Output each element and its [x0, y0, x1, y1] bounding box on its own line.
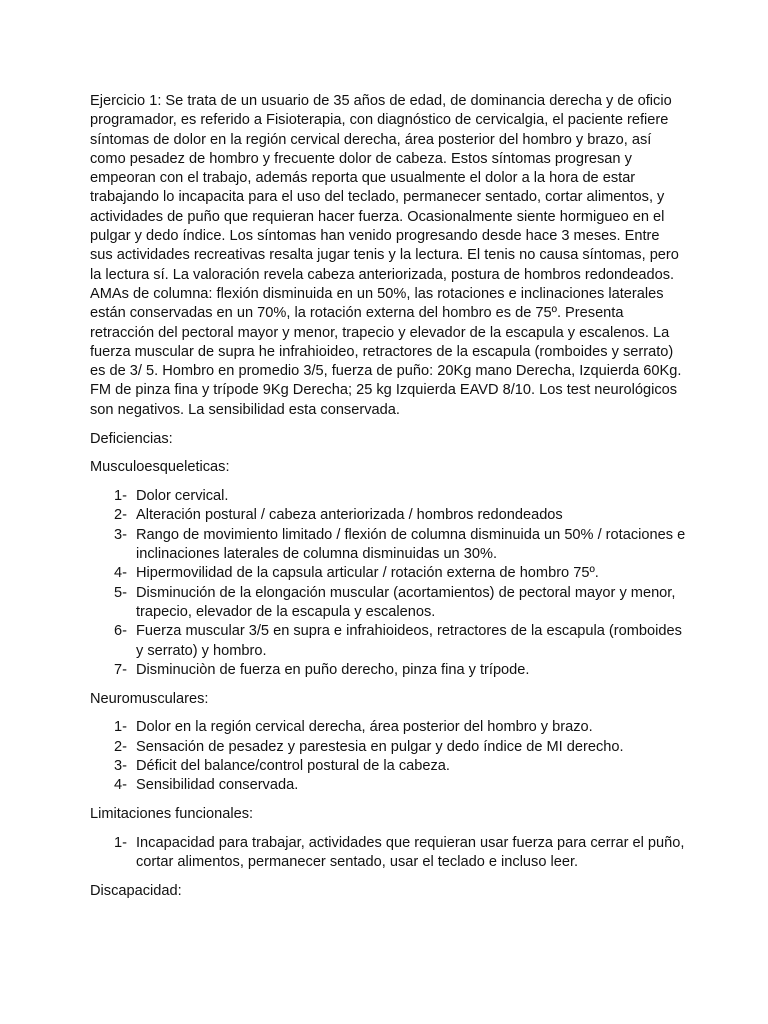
section-heading-neuromusculares: Neuromusculares:	[90, 690, 209, 707]
list-item	[90, 584, 686, 623]
list-number: 6-	[114, 623, 127, 640]
document-page	[90, 92, 686, 911]
list-number: 1-	[114, 834, 127, 851]
exercise-description: Ejercicio 1: Se trata de un usuario de 35 años de edad, de dominancia derecha y de oficio programador, es referido a Fisioterapia, con diagnóstico de cervicalgia, el paciente refiere síntomas de dolor en la región cervical derecha, área posterior del hombro y brazo, así como pesadez de hombro y frecuente dolor de cabeza. Estos síntomas progresan y empeoran con el trabajo, además reporta que usualmente el dolor a la hora de estar trabajando lo incapacita para el uso del teclado, permanecer sentado, cortar alimentos, y actividades de puño que requieran hacer fuerza. Ocasionalmente siente hormigueo en el pulgar y dedo índice. Los síntomas han venido progresando desde hace 3 meses. Entre sus actividades recreativas resalta jugar tenis y la lectura. El tenis no causa síntomas, pero la lectura sí. La valoración revela cabeza anteriorizada, postura de hombros redondeados. AMAs de columna: flexión disminuida en un 50%, las rotaciones e inclinaciones laterales están conservadas en un 70%, la rotación externa del hombro es de 75º. Presenta retracción del pectoral mayor y menor, trapecio y elevador de la escapula y escalenos. La fuerza muscular de supra he infrahioideo, retractores de la escapula (romboides y serrato) es de 3/ 5. Hombro en promedio 3/5, fuerza de puño: 20Kg mano Derecha, Izquierda 60Kg. FM de pinza fina y trípode 9Kg Derecha; 25 kg Izquierda EAVD 8/10. Los test neurológicos son negativos. La sensibilidad esta conservada.	[90, 93, 682, 418]
list-text: Rango de movimiento limitado / flexión de columna disminuida un 50% / rotaciones e inclinaciones laterales de columna disminuidas un 30%.	[136, 526, 686, 563]
list-number: 1-	[114, 488, 127, 505]
list-item	[90, 834, 686, 873]
list-number: 2-	[114, 507, 127, 524]
neuromusculares-list	[90, 718, 686, 795]
list-number: 3-	[114, 758, 127, 774]
list-text: Disminuciòn de fuerza en puño derecho, pinza fina y trípode.	[136, 661, 530, 678]
list-text: Fuerza muscular 3/5 en supra e infrahioideos, retractores de la escapula (romboides y serrato) y hombro.	[136, 623, 682, 659]
list-item	[90, 738, 686, 757]
list-item	[90, 487, 686, 506]
section-heading-limitaciones: Limitaciones funcionales:	[90, 806, 254, 823]
list-text: Dolor cervical.	[136, 488, 229, 505]
list-item	[90, 622, 686, 661]
list-number: 7-	[114, 661, 127, 678]
limitaciones-list	[90, 834, 686, 873]
list-text: Dolor en la región cervical derecha, área posterior del hombro y brazo.	[136, 719, 593, 736]
list-text: Sensación de pesadez y parestesia en pulgar y dedo índice de MI derecho.	[136, 738, 624, 755]
list-item	[90, 506, 686, 525]
list-text: Déficit del balance/control postural de la cabeza.	[136, 758, 450, 774]
list-number: 2-	[114, 738, 127, 755]
list-number: 5-	[114, 584, 127, 601]
list-item	[90, 564, 686, 583]
section-heading-discapacidad: Discapacidad:	[90, 882, 182, 899]
list-text: Sensibilidad conservada.	[136, 777, 299, 794]
list-item	[90, 757, 686, 776]
list-item	[90, 661, 686, 680]
list-number: 1-	[114, 719, 127, 736]
list-item	[90, 776, 686, 795]
list-text: Disminución de la elongación muscular (acortamientos) de pectoral mayor y menor, trapecio, elevador de la escapula y escalenos.	[136, 584, 676, 620]
list-number: 4-	[114, 565, 127, 582]
list-number: 3-	[114, 526, 127, 543]
list-item	[90, 718, 686, 737]
list-text: Alteración postural / cabeza anteriorizada / hombros redondeados	[136, 507, 563, 524]
musculoesqueleticas-list	[90, 487, 686, 680]
section-heading-deficiencias: Deficiencias:	[90, 430, 173, 447]
list-text: Hipermovilidad de la capsula articular / rotación externa de hombro 75º.	[136, 565, 599, 582]
list-number: 4-	[114, 777, 127, 794]
list-item	[90, 526, 686, 565]
section-heading-musculoesqueleticas: Musculoesqueleticas:	[90, 459, 230, 476]
list-text: Incapacidad para trabajar, actividades que requieran usar fuerza para cerrar el puño, cortar alimentos, permanecer sentado, usar el teclado e incluso leer.	[136, 834, 685, 871]
